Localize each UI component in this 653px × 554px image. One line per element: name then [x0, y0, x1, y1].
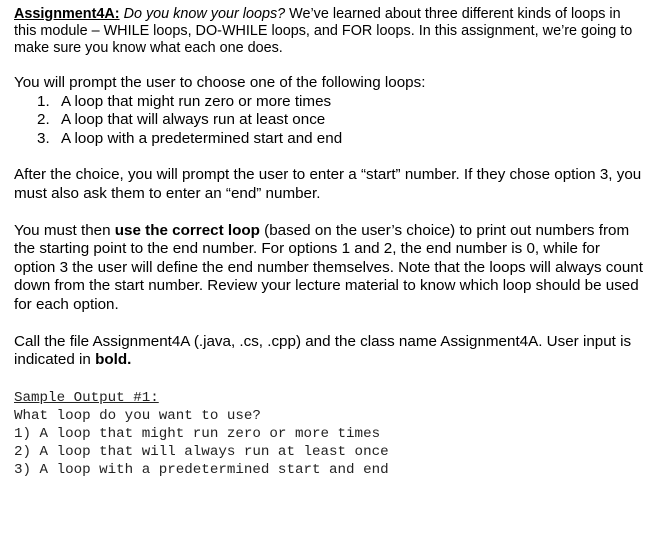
option-number: 1.: [37, 92, 50, 110]
file-paragraph: [14, 333, 644, 370]
option-text: A loop that will always run at least once: [61, 111, 326, 129]
sample-output-line: 3) A loop with a predetermined start and end: [14, 461, 389, 478]
loop-paragraph: [14, 222, 644, 315]
loop-options-list: [14, 93, 644, 149]
loop-paragraph-rest: (based on the user’s choice) to print out numbers from the starting point to the end number. For options 1 and 2, the end number is 0, while for option 3 the user will define the end number themselves. Note that the loops will always count down from the start number. Review your lecture material to know which loop should be used for each option.: [14, 221, 643, 313]
assignment-title: Assignment4A:: [14, 6, 120, 22]
option-text: A loop that might run zero or more times: [61, 92, 332, 110]
loop-option: [37, 130, 644, 149]
loop-option: [37, 93, 644, 112]
loop-paragraph-bold: use the correct loop: [114, 221, 260, 239]
file-paragraph-bold: bold.: [95, 351, 132, 369]
file-paragraph-text: Call the file Assignment4A (.java, .cs, .cpp) and the class name Assignment4A. User input is indicated in: [14, 332, 632, 369]
prompt-paragraph: You will prompt the user to choose one of the following loops:: [14, 74, 426, 91]
loop-option: [37, 111, 644, 130]
sample-output-line: 2) A loop that will always run at least once: [14, 443, 389, 460]
option-number: 2.: [37, 111, 50, 129]
loop-paragraph-start: You must then: [14, 221, 115, 239]
sample-output-line: What loop do you want to use?: [14, 407, 261, 424]
assignment-question: Do you know your loops?: [123, 6, 286, 22]
assignment-document: [14, 6, 644, 479]
option-number: 3.: [37, 129, 50, 147]
option-text: A loop with a predetermined start and end: [61, 129, 343, 147]
sample-output-line: 1) A loop that might run zero or more times: [14, 425, 381, 442]
sample-output-heading: Sample Output #1:: [14, 389, 159, 406]
intro-text: We’ve learned about three different kinds of loops in this module – WHILE loops, DO-WHILE loops, and FOR loops. In this assignment, we’re going to make sure you know what each one does.: [14, 6, 633, 56]
choice-paragraph: After the choice, you will prompt the user to enter a “start” number. If they chose option 3, you must also ask them to enter an “end” number.: [14, 166, 642, 202]
intro-paragraph: [14, 6, 644, 57]
sample-output: [14, 389, 644, 479]
